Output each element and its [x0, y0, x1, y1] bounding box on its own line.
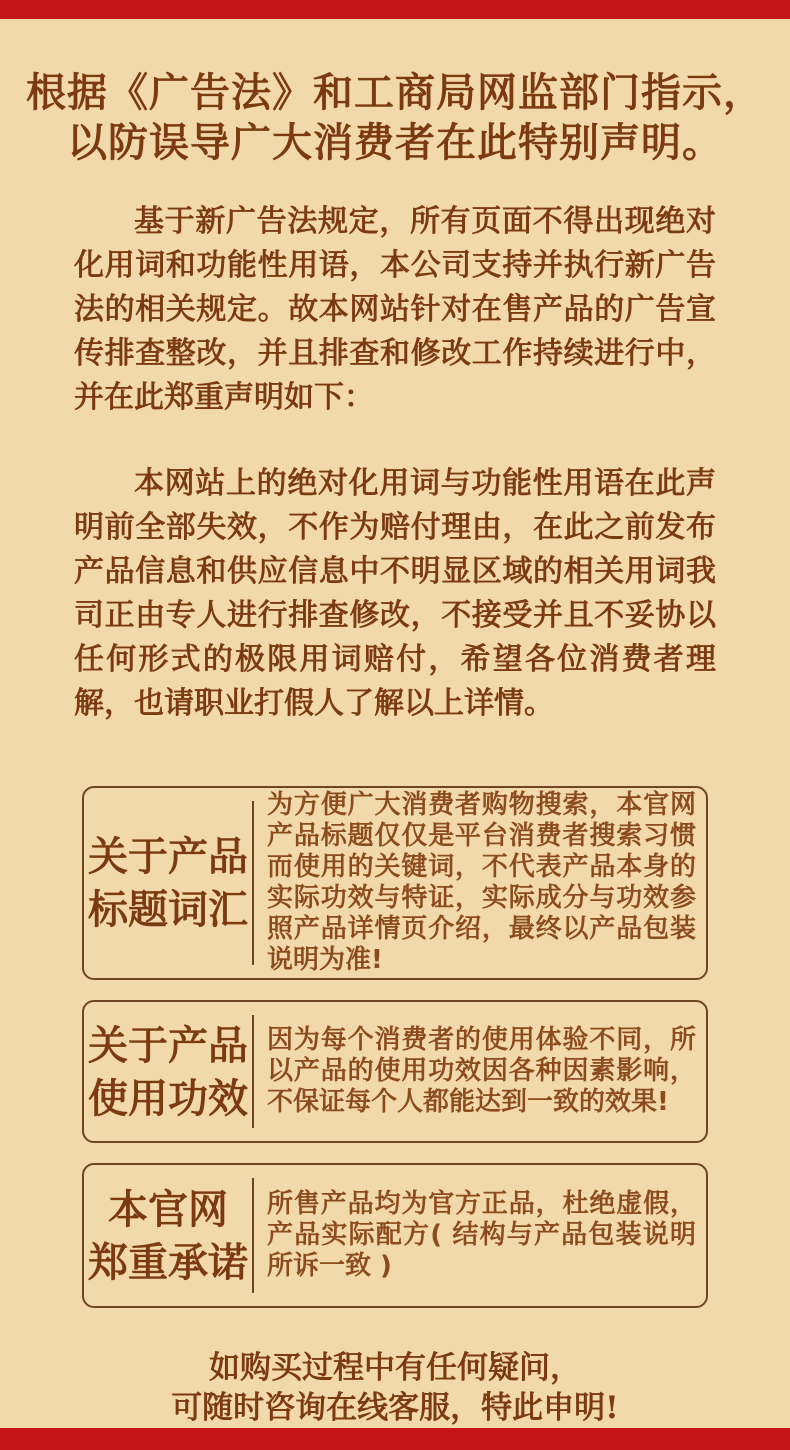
page-title-line2: 以防误导广大消费者在此特别声明。	[67, 119, 723, 166]
notice-box-product-title	[82, 786, 708, 980]
notice-box-text	[254, 1165, 706, 1306]
notice-box-official-promise	[82, 1163, 708, 1308]
page-title-line1: 根据《广告法》和工商局网监部门指示，	[26, 69, 764, 116]
notice-box-label-line1: 本官网	[108, 1185, 228, 1233]
statement-paragraph-2: 本网站上的绝对化用词与功能性用语在此声明前全部失效，不作为赔付理由，在此之前发布产品信息和供应信息中不明显区域的相关用词我司正由专人进行排查修改，不接受并且不妥协以任何形式的极限用词赔付，希望各位消费者理解，也请职业打假人了解以上详情。	[74, 466, 716, 721]
notice-box-text-content: 因为每个消费者的使用体验不同，所以产品的使用功效因各种因素影响，不保证每个人都能达到一致的效果!	[267, 1025, 696, 1117]
footer-note-line1: 如购买过程中有任何疑问，	[209, 1350, 581, 1386]
footer-note-line2: 可随时咨询在线客服，特此申明!	[171, 1390, 619, 1426]
statement-paragraph-1: 基于新广告法规定，所有页面不得出现绝对化用词和功能性用语，本公司支持并执行新广告法的相关规定。故本网站针对在售产品的广告宣传排查整改，并且排查和修改工作持续进行中，并在此郑重声明如下：	[74, 204, 716, 415]
top-red-bar	[0, 0, 790, 19]
notice-box-label-line1: 关于产品	[88, 1021, 248, 1069]
footer-note	[0, 1348, 790, 1428]
notice-box-label	[84, 1165, 252, 1306]
notice-box-list	[82, 786, 708, 1308]
notice-box-text	[254, 788, 706, 978]
notice-box-product-effect	[82, 1000, 708, 1143]
notice-box-text	[254, 1002, 706, 1141]
statement-body	[74, 200, 716, 726]
notice-box-label-line2: 郑重承诺	[88, 1238, 248, 1286]
bottom-red-bar	[0, 1428, 790, 1450]
page-title	[0, 68, 790, 168]
notice-box-label	[84, 788, 252, 978]
notice-box-text-content: 为方便广大消费者购物搜索，本官网产品标题仅仅是平台消费者搜索习惯而使用的关键词，不代表产品本身的实际功效与特证，实际成分与功效参照产品详情页介绍，最终以产品包装说明为准!	[267, 790, 696, 975]
notice-box-label-line2: 标题词汇	[88, 886, 248, 933]
notice-box-text-content: 所售产品均为官方正品，杜绝虚假，产品实际配方( 结构与产品包装说明所诉一致 )	[267, 1189, 696, 1281]
notice-box-label	[84, 1002, 252, 1141]
notice-box-label-line1: 关于产品	[88, 833, 248, 880]
notice-box-label-line2: 使用功效	[88, 1074, 248, 1122]
